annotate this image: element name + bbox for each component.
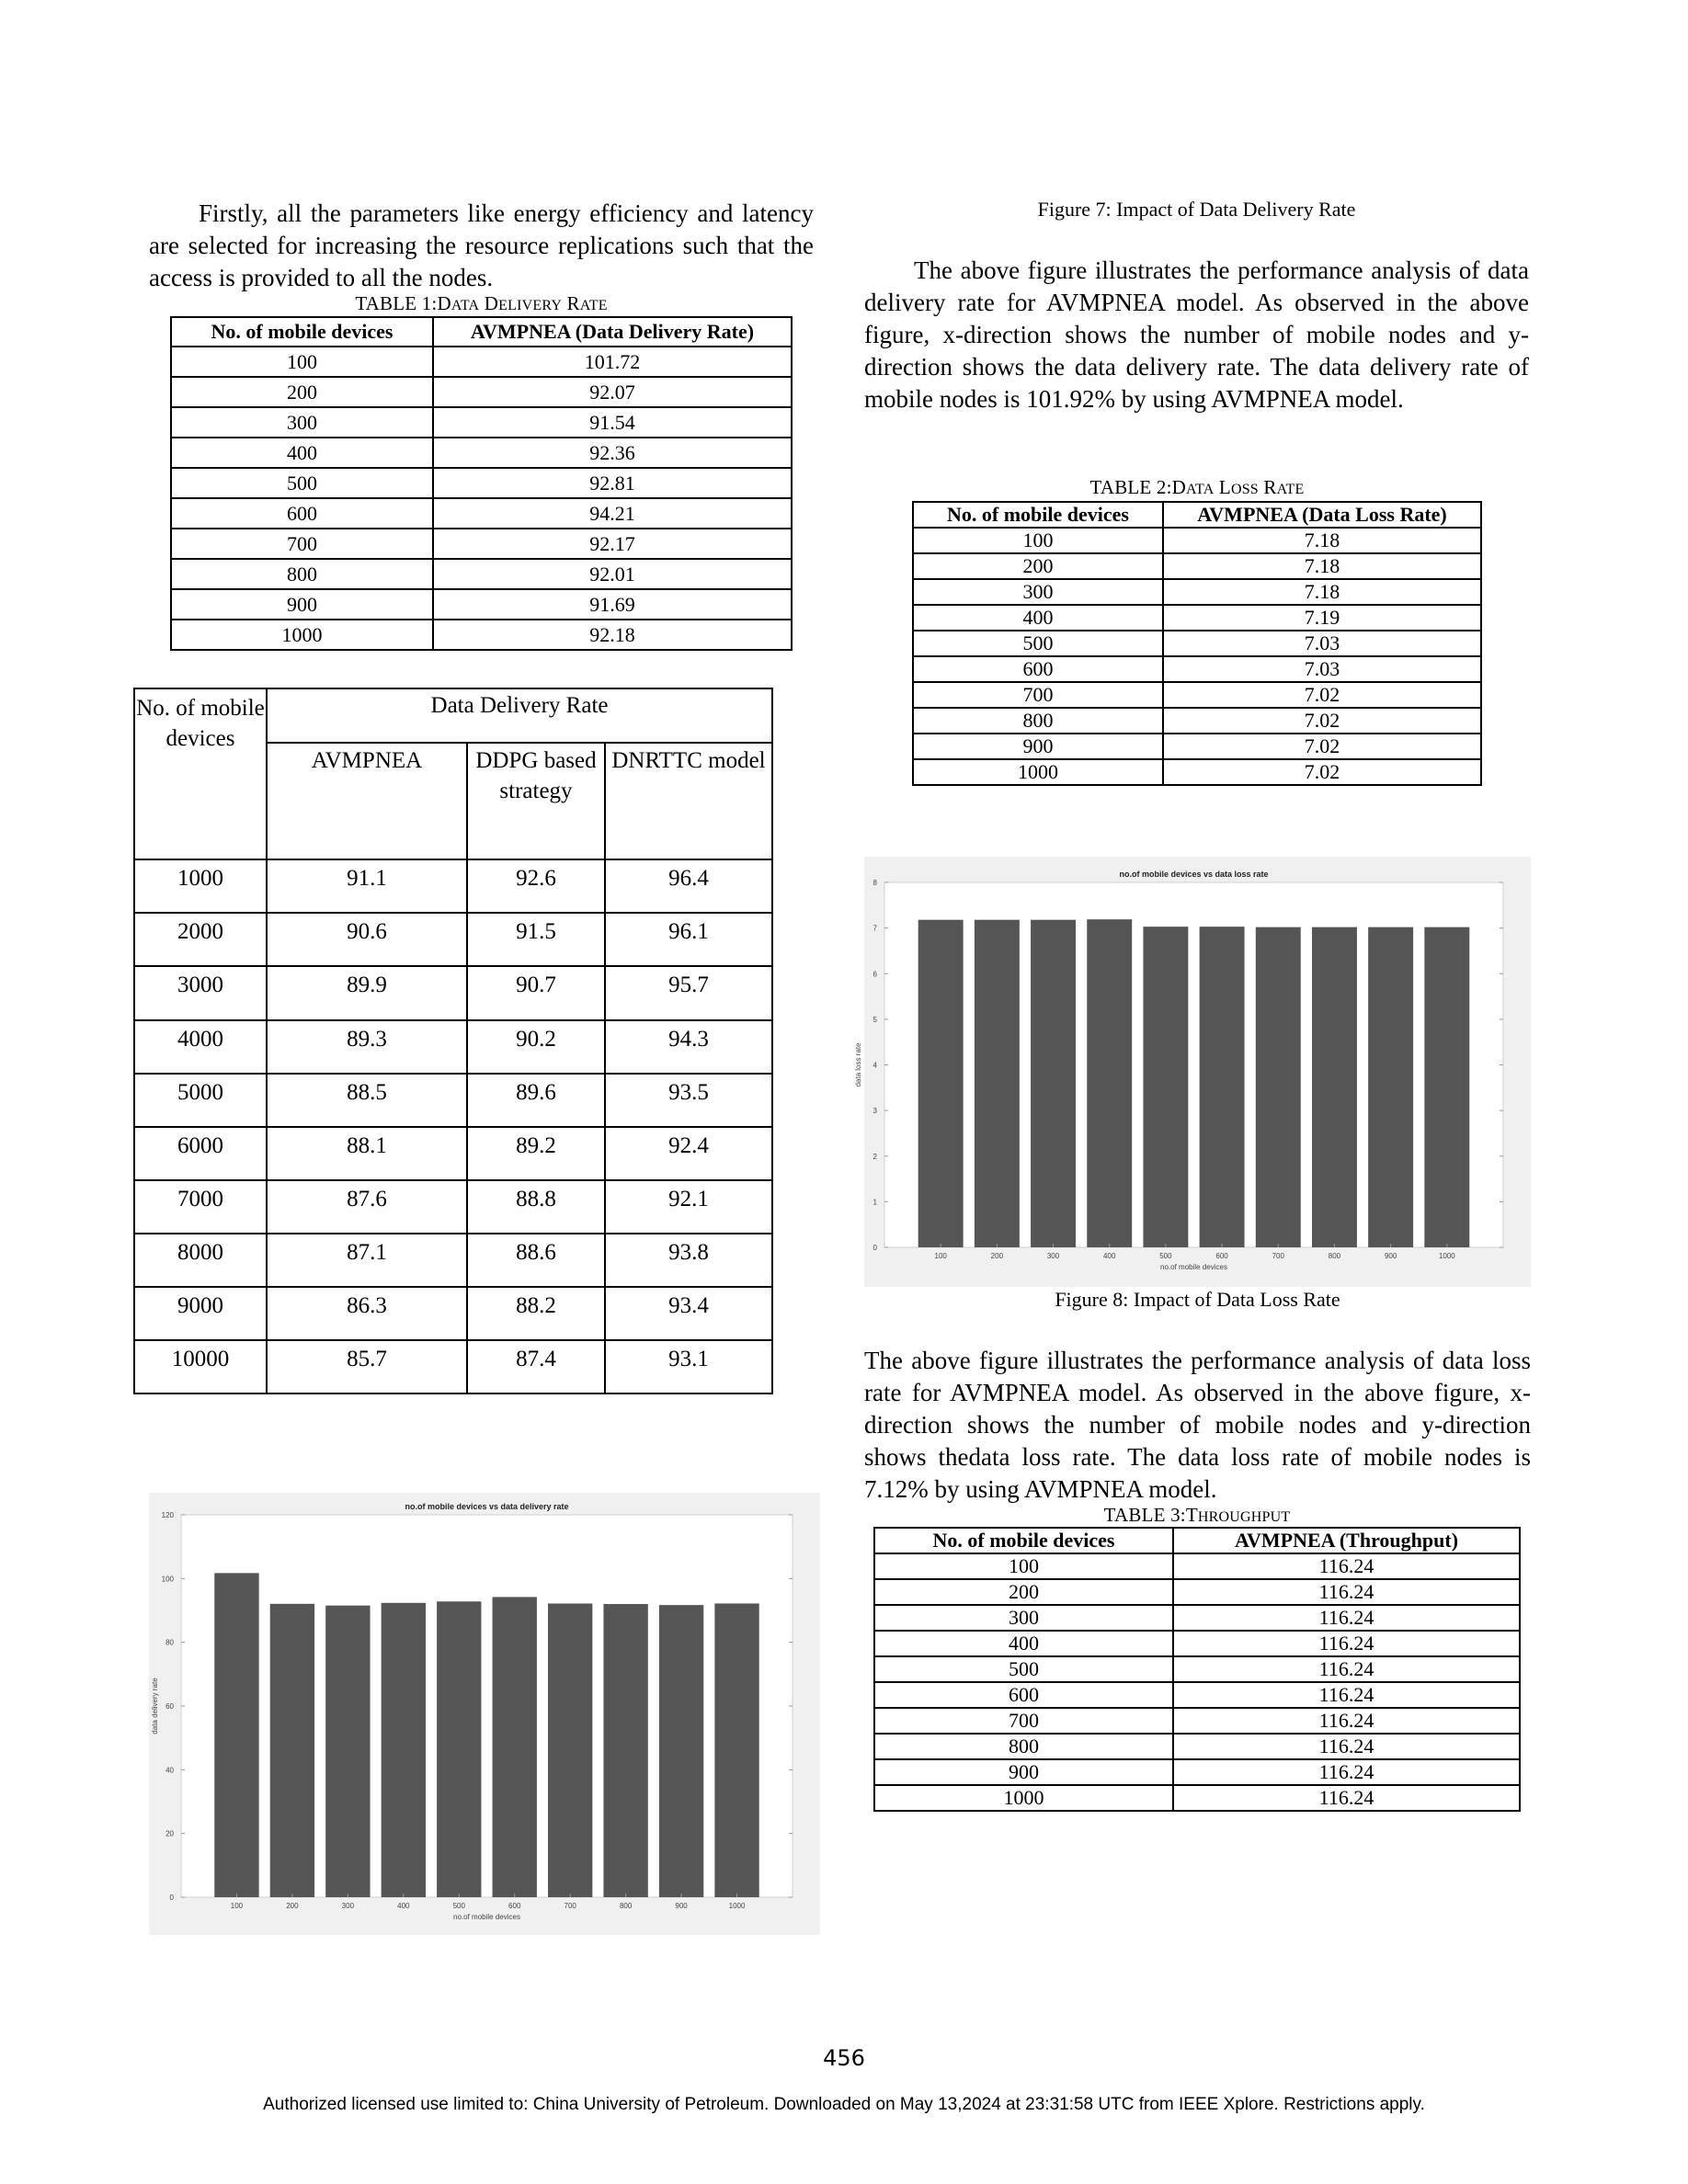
comp-cell: 90.2 — [467, 1020, 605, 1074]
comp-cell: 89.3 — [267, 1020, 467, 1074]
comp-cell: 88.8 — [467, 1180, 605, 1234]
comp-cell: 92.6 — [467, 859, 605, 913]
table3-cell: 500 — [874, 1656, 1173, 1682]
table2-cell: 7.19 — [1163, 605, 1481, 631]
table2-cell: 600 — [913, 656, 1163, 682]
comp-cell: 87.1 — [267, 1234, 467, 1287]
comp-row — [134, 1180, 772, 1234]
table3-cell: 116.24 — [1173, 1553, 1520, 1579]
table2-header: No. of mobile devices — [913, 502, 1163, 528]
table1-row — [171, 377, 792, 407]
table1-header: AVMPNEA (Data Delivery Rate) — [433, 317, 792, 347]
table1-cell: 900 — [171, 589, 433, 620]
x-tick-label: 1000 — [1438, 1252, 1455, 1260]
comp-cell: 93.4 — [605, 1287, 772, 1340]
table1-cell: 92.36 — [433, 438, 792, 468]
data-loss-rate-bar-chart — [854, 857, 1531, 1287]
comp-col-header: DDPG based strategy — [467, 743, 605, 859]
table1-row — [171, 529, 792, 559]
bar — [214, 1573, 258, 1897]
y-tick-label: 2 — [873, 1152, 877, 1161]
table3-cell: 1000 — [874, 1785, 1173, 1811]
x-tick-label: 1000 — [728, 1902, 746, 1910]
x-tick-label: 500 — [452, 1902, 465, 1910]
y-tick-label: 5 — [873, 1015, 877, 1024]
table2-cell: 7.02 — [1163, 708, 1481, 734]
bar — [1256, 927, 1301, 1247]
table3-cell: 116.24 — [1173, 1759, 1520, 1785]
comp-cell: 8000 — [134, 1234, 267, 1287]
table3-cell: 116.24 — [1173, 1785, 1520, 1811]
comp-cell: 87.6 — [267, 1180, 467, 1234]
table1-cell: 600 — [171, 498, 433, 529]
table1-cell: 92.07 — [433, 377, 792, 407]
table2-data-loss-rate — [912, 501, 1482, 786]
comp-cell: 9000 — [134, 1287, 267, 1340]
comp-cell: 85.7 — [267, 1340, 467, 1393]
bar — [382, 1603, 426, 1897]
table3-row — [874, 1656, 1520, 1682]
table3-cell: 300 — [874, 1605, 1173, 1631]
table1-header: No. of mobile devices — [171, 317, 433, 347]
bar — [659, 1605, 703, 1897]
table3-throughput — [873, 1527, 1521, 1812]
table2-cell: 700 — [913, 682, 1163, 708]
x-tick-label: 600 — [508, 1902, 521, 1910]
comp-cell: 91.1 — [267, 859, 467, 913]
y-tick-label: 8 — [873, 879, 877, 887]
comp-cell: 94.3 — [605, 1020, 772, 1074]
comp-row — [134, 1234, 772, 1287]
comp-cell: 96.1 — [605, 913, 772, 966]
chart-title: no.of mobile devices vs data delivery rate — [405, 1502, 569, 1511]
x-tick-label: 700 — [1272, 1252, 1284, 1260]
y-tick-label: 80 — [165, 1638, 174, 1647]
table3-row — [874, 1759, 1520, 1785]
y-tick-label: 0 — [169, 1894, 174, 1902]
y-tick-label: 40 — [165, 1766, 174, 1775]
table3-cell: 900 — [874, 1759, 1173, 1785]
table1-cell: 800 — [171, 559, 433, 589]
table2-row — [913, 682, 1481, 708]
comp-cell: 5000 — [134, 1074, 267, 1127]
comp-row — [134, 859, 772, 913]
y-tick-label: 7 — [873, 924, 877, 933]
bar — [975, 920, 1020, 1247]
table3-cell: 116.24 — [1173, 1682, 1520, 1708]
x-tick-label: 900 — [1384, 1252, 1397, 1260]
table2-header: AVMPNEA (Data Loss Rate) — [1163, 502, 1481, 528]
y-axis-label: data delivery rate — [151, 1678, 159, 1735]
table1-cell: 94.21 — [433, 498, 792, 529]
table1-row — [171, 347, 792, 377]
x-tick-label: 700 — [564, 1902, 576, 1910]
x-tick-label: 400 — [1103, 1252, 1116, 1260]
table3-row — [874, 1605, 1520, 1631]
comp-cell: 4000 — [134, 1020, 267, 1074]
table3-row — [874, 1734, 1520, 1759]
table1-cell: 200 — [171, 377, 433, 407]
comp-col-header: DNRTTC model — [605, 743, 772, 859]
table3-cell: 116.24 — [1173, 1708, 1520, 1734]
y-tick-label: 4 — [873, 1061, 877, 1070]
table1-cell: 100 — [171, 347, 433, 377]
comp-row — [134, 1287, 772, 1340]
comp-row — [134, 1127, 772, 1180]
y-tick-label: 3 — [873, 1107, 877, 1116]
comp-cell: 6000 — [134, 1127, 267, 1180]
comp-row — [134, 1074, 772, 1127]
bar — [548, 1603, 592, 1897]
figure7-caption: Figure 7: Impact of Data Delivery Rate — [1037, 198, 1356, 221]
table1-row — [171, 438, 792, 468]
table3-row — [874, 1553, 1520, 1579]
table3-caption: TABLE 3:THROUGHPUT — [1103, 1504, 1291, 1526]
y-tick-label: 0 — [873, 1244, 877, 1252]
page-number: 456 — [823, 2045, 865, 2071]
bar — [1312, 927, 1357, 1247]
bar — [325, 1606, 370, 1897]
y-tick-label: 6 — [873, 970, 877, 979]
table2-cell: 7.18 — [1163, 528, 1481, 553]
table2-cell: 100 — [913, 528, 1163, 553]
table1-cell: 700 — [171, 529, 433, 559]
table2-cell: 200 — [913, 553, 1163, 579]
comp-cell: 10000 — [134, 1340, 267, 1393]
bar — [1143, 927, 1188, 1247]
comp-row — [134, 1340, 772, 1393]
table3-cell: 200 — [874, 1579, 1173, 1605]
comp-cell: 88.2 — [467, 1287, 605, 1340]
comparison-table — [133, 688, 773, 1394]
comp-cell: 93.8 — [605, 1234, 772, 1287]
comp-row — [134, 913, 772, 966]
y-axis-label: data loss rate — [854, 1042, 862, 1087]
bar — [1087, 919, 1132, 1247]
comp-cell: 90.6 — [267, 913, 467, 966]
table2-row — [913, 605, 1481, 631]
table1-cell: 92.18 — [433, 620, 792, 650]
table3-row — [874, 1785, 1520, 1811]
y-tick-label: 1 — [873, 1198, 877, 1207]
x-tick-label: 400 — [397, 1902, 410, 1910]
figure8-caption: Figure 8: Impact of Data Loss Rate — [1055, 1288, 1340, 1311]
comp-cell: 89.9 — [267, 966, 467, 1019]
table2-cell: 7.18 — [1163, 553, 1481, 579]
table3-cell: 600 — [874, 1682, 1173, 1708]
comp-cell: 96.4 — [605, 859, 772, 913]
bar — [437, 1601, 481, 1897]
bar — [493, 1597, 537, 1897]
y-tick-label: 100 — [161, 1575, 174, 1584]
table3-cell: 700 — [874, 1708, 1173, 1734]
right-paragraph-1: The above figure illustrates the performance analysis of data delivery rate for AVMPNEA model. As observed in the above figure, x-direction shows the number of mobile nodes and y-direction shows the data delivery rate. The data delivery rate of mobile nodes is 101.92% by using AVMPNEA model. — [864, 256, 1529, 413]
comp-cell: 89.6 — [467, 1074, 605, 1127]
right-paragraph-2: The above figure illustrates the performance analysis of data loss rate for AVMPNEA model. As observed in the above figure, x-direction shows the number of mobile nodes and y-direction shows thedata loss rate. The data loss rate of mobile nodes is 7.12% by using AVMPNEA model. — [864, 1347, 1531, 1503]
comp-row — [134, 1020, 772, 1074]
table1-row — [171, 498, 792, 529]
table2-cell: 1000 — [913, 759, 1163, 785]
footer-license: Authorized licensed use limited to: China University of Petroleum. Downloaded on May 13,2024 at 23:31:58 UTC from IEEE Xplore. Restrictions apply. — [263, 2095, 1425, 2114]
y-tick-label: 120 — [161, 1511, 174, 1519]
table1-row — [171, 407, 792, 438]
comp-col-header: AVMPNEA — [267, 743, 467, 859]
table1-cell: 92.01 — [433, 559, 792, 589]
bar — [1031, 920, 1076, 1247]
table1-cell: 101.72 — [433, 347, 792, 377]
table2-row — [913, 553, 1481, 579]
comp-cell: 95.7 — [605, 966, 772, 1019]
figure7-chart — [149, 1493, 820, 1935]
table3-cell: 800 — [874, 1734, 1173, 1759]
table2-cell: 400 — [913, 605, 1163, 631]
table1-cell: 91.54 — [433, 407, 792, 438]
table2-row — [913, 656, 1481, 682]
comp-cell: 88.6 — [467, 1234, 605, 1287]
x-tick-label: 800 — [619, 1902, 633, 1910]
table3-cell: 100 — [874, 1553, 1173, 1579]
table2-row — [913, 759, 1481, 785]
table2-cell: 900 — [913, 734, 1163, 759]
chart-title: no.of mobile devices vs data loss rate — [1119, 870, 1269, 879]
table1-cell: 92.17 — [433, 529, 792, 559]
table2-cell: 7.02 — [1163, 682, 1481, 708]
data-delivery-rate-bar-chart — [149, 1493, 820, 1935]
comp-cell: 93.1 — [605, 1340, 772, 1393]
x-axis-label: no.of mobile devices — [1160, 1263, 1227, 1271]
x-tick-label: 100 — [934, 1252, 947, 1260]
table2-cell: 7.02 — [1163, 759, 1481, 785]
comp-cell: 92.1 — [605, 1180, 772, 1234]
table2-row — [913, 631, 1481, 656]
bar — [603, 1604, 647, 1897]
table2-caption: TABLE 2:DATA LOSS RATE — [1089, 476, 1305, 498]
comp-cell: 93.5 — [605, 1074, 772, 1127]
table1-row — [171, 620, 792, 650]
table1-cell: 300 — [171, 407, 433, 438]
bar — [1368, 927, 1413, 1247]
table2-row — [913, 734, 1481, 759]
bar — [714, 1603, 758, 1897]
x-tick-label: 300 — [341, 1902, 355, 1910]
comp-cell: 91.5 — [467, 913, 605, 966]
table2-row — [913, 579, 1481, 605]
comp-cell: 86.3 — [267, 1287, 467, 1340]
table3-cell: 116.24 — [1173, 1631, 1520, 1656]
table1-row — [171, 559, 792, 589]
x-tick-label: 800 — [1328, 1252, 1341, 1260]
table2-row — [913, 528, 1481, 553]
comp-cell: 88.1 — [267, 1127, 467, 1180]
comp-cell: 92.4 — [605, 1127, 772, 1180]
table1-cell: 1000 — [171, 620, 433, 650]
table3-cell: 116.24 — [1173, 1656, 1520, 1682]
table2-cell: 300 — [913, 579, 1163, 605]
table2-cell: 7.18 — [1163, 579, 1481, 605]
table1-row — [171, 589, 792, 620]
comp-group-header: Data Delivery Rate — [267, 688, 772, 743]
table1-cell: 500 — [171, 468, 433, 498]
x-tick-label: 200 — [990, 1252, 1004, 1260]
x-tick-label: 200 — [286, 1902, 299, 1910]
y-tick-label: 60 — [165, 1702, 174, 1711]
table2-row — [913, 708, 1481, 734]
x-tick-label: 500 — [1159, 1252, 1172, 1260]
comp-cell: 88.5 — [267, 1074, 467, 1127]
x-tick-label: 600 — [1215, 1252, 1228, 1260]
x-tick-label: 300 — [1046, 1252, 1060, 1260]
table2-cell: 800 — [913, 708, 1163, 734]
table2-cell: 500 — [913, 631, 1163, 656]
bar — [1424, 927, 1469, 1247]
table3-row — [874, 1682, 1520, 1708]
figure8-chart — [854, 857, 1531, 1287]
y-tick-label: 20 — [165, 1829, 174, 1838]
comp-cell: 90.7 — [467, 966, 605, 1019]
table3-cell: 116.24 — [1173, 1579, 1520, 1605]
table1-cell: 400 — [171, 438, 433, 468]
bar — [270, 1604, 314, 1897]
comp-cell: 2000 — [134, 913, 267, 966]
table3-cell: 400 — [874, 1631, 1173, 1656]
x-axis-label: no.of mobile devices — [453, 1913, 520, 1921]
table3-row — [874, 1579, 1520, 1605]
bar — [1200, 927, 1245, 1247]
table1-data-delivery-rate — [170, 316, 793, 651]
table1-row — [171, 468, 792, 498]
comp-row — [134, 966, 772, 1019]
comp-row-header: No. of mobile devices — [134, 688, 267, 859]
table3-header: No. of mobile devices — [874, 1528, 1173, 1553]
table2-cell: 7.03 — [1163, 656, 1481, 682]
table1-caption: TABLE 1:DATA DELIVERY RATE — [355, 292, 608, 314]
comp-cell: 1000 — [134, 859, 267, 913]
table3-cell: 116.24 — [1173, 1734, 1520, 1759]
comp-cell: 87.4 — [467, 1340, 605, 1393]
table3-header: AVMPNEA (Throughput) — [1173, 1528, 1520, 1553]
intro-paragraph: Firstly, all the parameters like energy efficiency and latency are selected for increasing the resource replications such that the access is provided to all the nodes. — [149, 199, 814, 291]
x-tick-label: 900 — [675, 1902, 688, 1910]
comp-cell: 3000 — [134, 966, 267, 1019]
comp-cell: 7000 — [134, 1180, 267, 1234]
bar — [918, 920, 964, 1247]
table3-cell: 116.24 — [1173, 1605, 1520, 1631]
table3-row — [874, 1631, 1520, 1656]
table3-row — [874, 1708, 1520, 1734]
table1-cell: 91.69 — [433, 589, 792, 620]
comp-cell: 89.2 — [467, 1127, 605, 1180]
x-tick-label: 100 — [230, 1902, 244, 1910]
table2-cell: 7.02 — [1163, 734, 1481, 759]
table2-cell: 7.03 — [1163, 631, 1481, 656]
table1-cell: 92.81 — [433, 468, 792, 498]
